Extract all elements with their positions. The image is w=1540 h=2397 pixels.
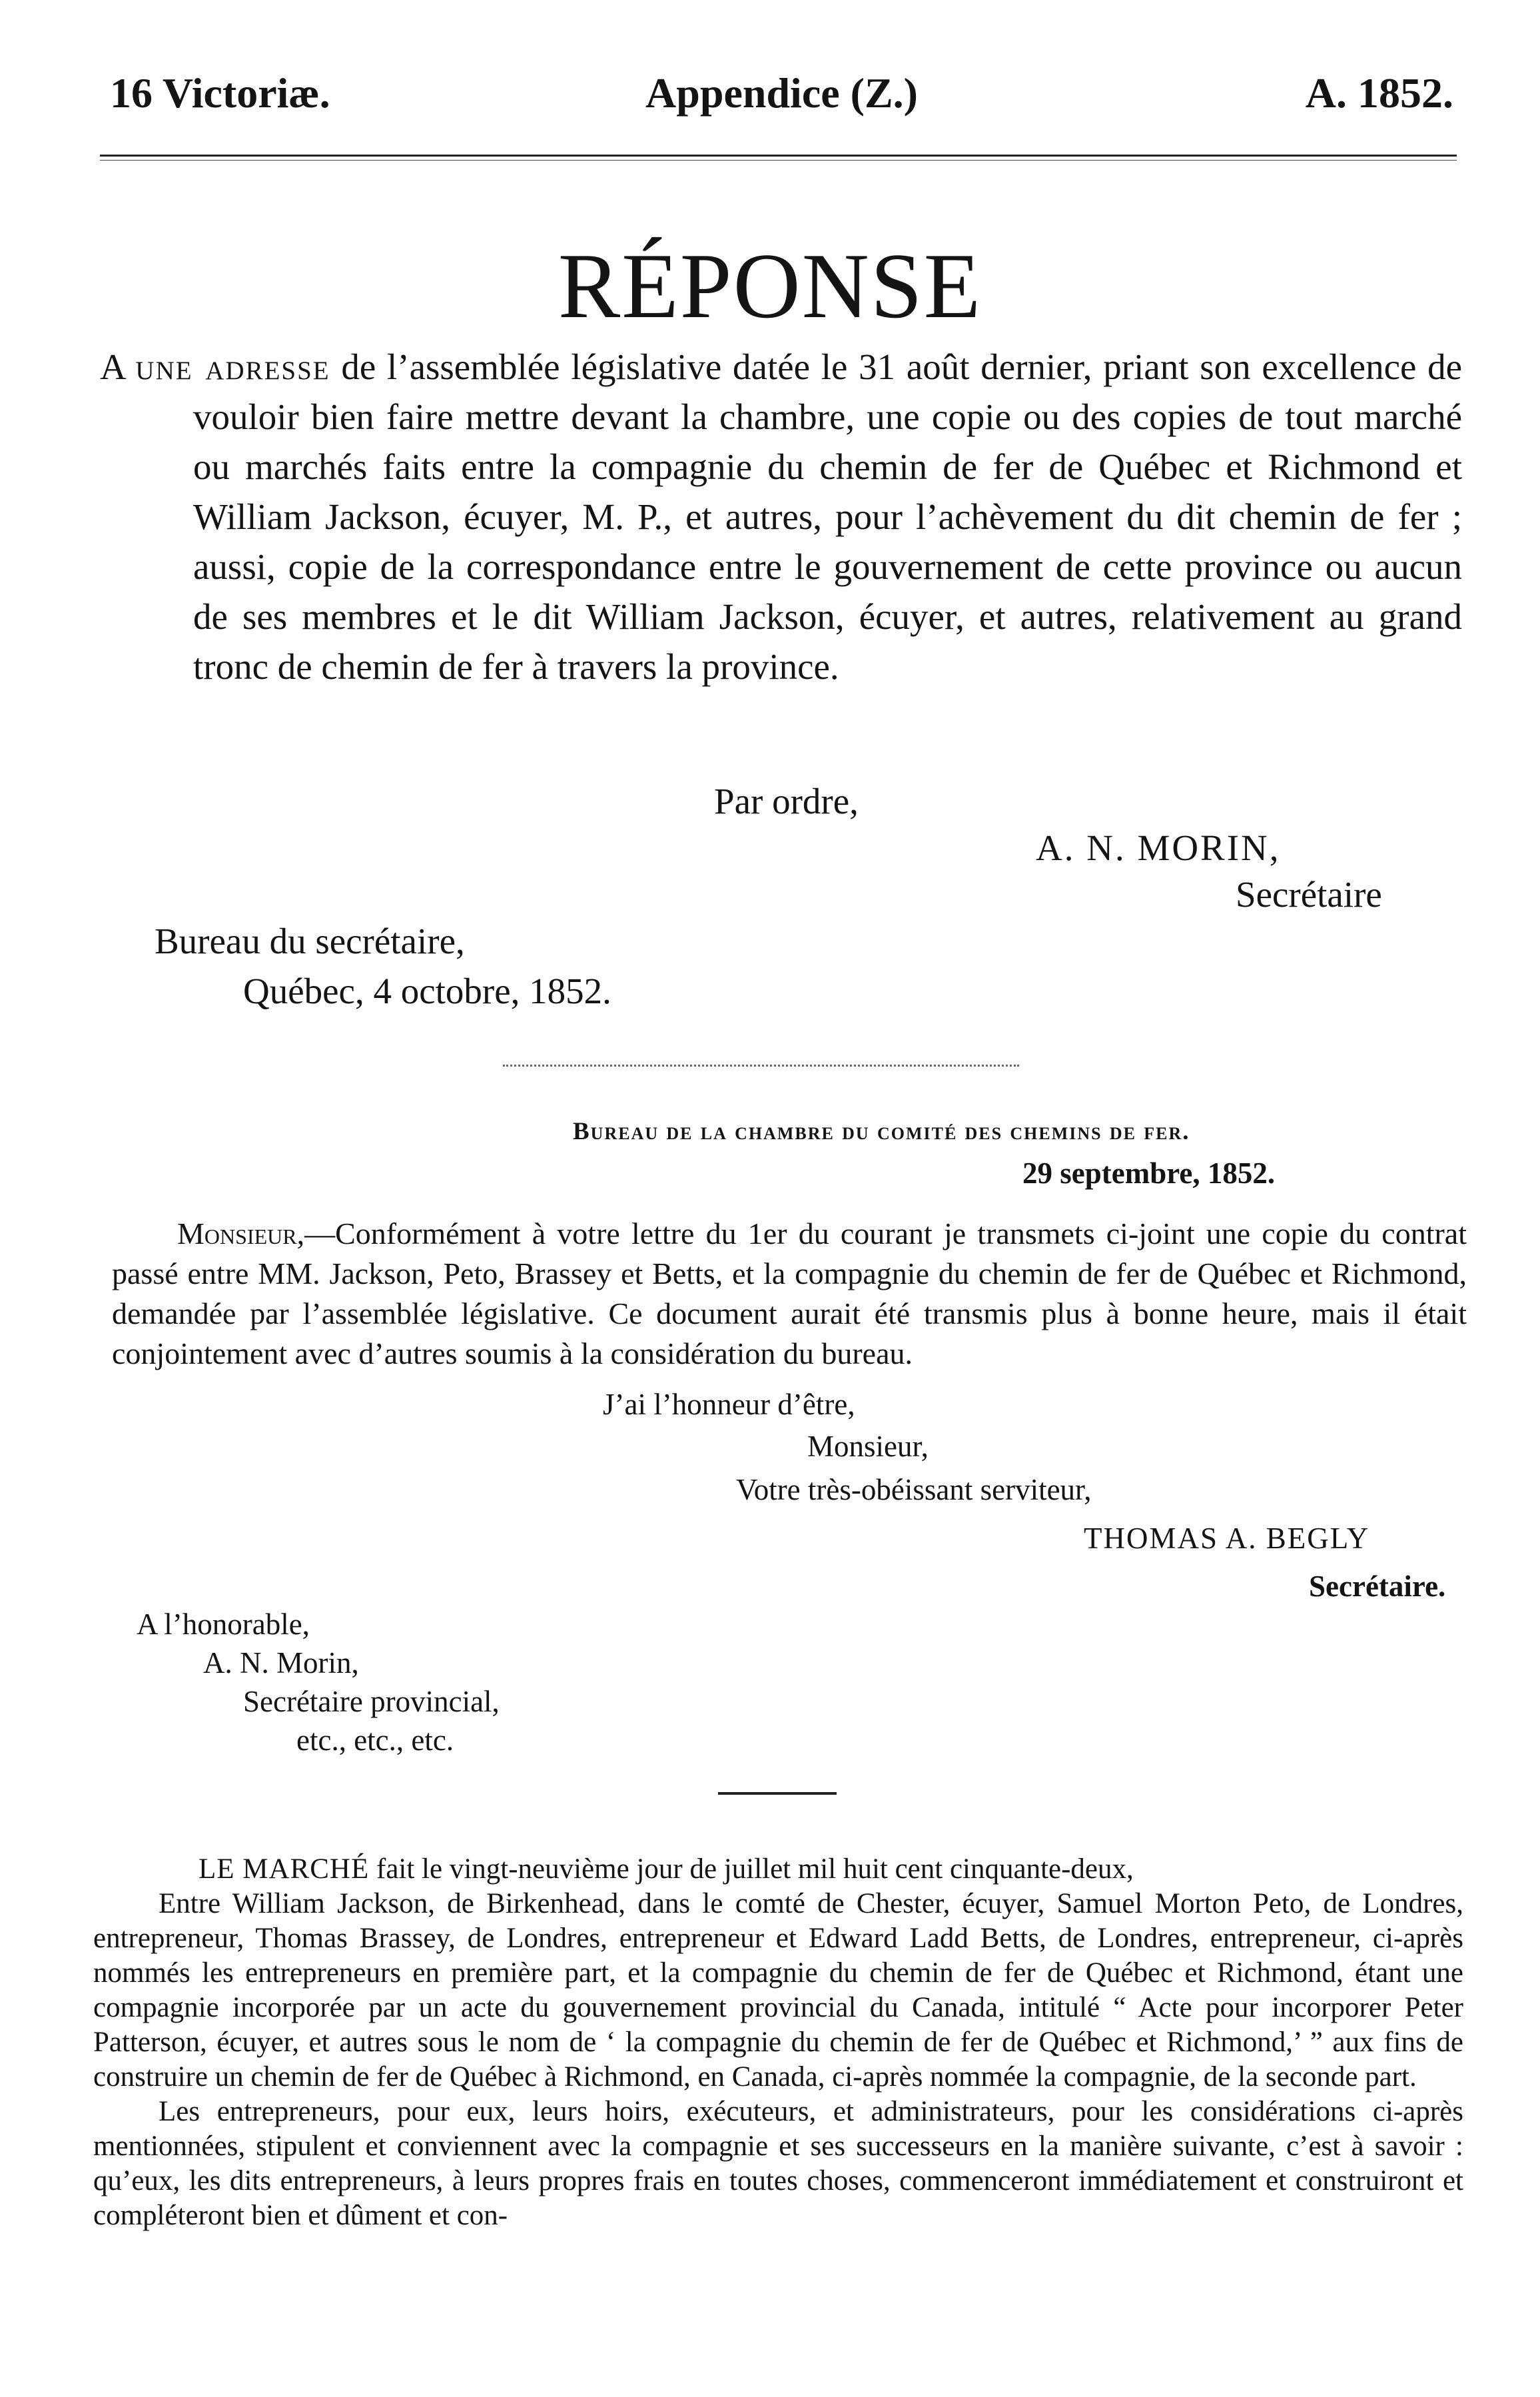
reponse-lead: A (100, 346, 125, 387)
reponse-body (100, 342, 1463, 692)
addressee-line-3: Secrétaire provincial, (243, 1685, 500, 1718)
contract-paragraph-3: Les entrepreneurs, pour eux, leurs hoirs, exécuteurs, et administrateurs, pour les considérations ci-après mentionnées, stipulent et conviennent avec la compagnie et ses successeurs en la manière suivante, c’est à savoir : qu’eux, les dits entrepreneurs, à leurs propres frais en toutes choses, commenceront immédiatement et construiront et compléteront bien et dûment et con- (93, 2096, 1463, 2231)
bureau-line: Bureau du secrétaire, (155, 921, 465, 961)
header-rule (100, 155, 1457, 161)
signer-title: Secrétaire (1236, 874, 1382, 915)
contract-paragraph-2: Entre William Jackson, de Birkenhead, dans le comté de Chester, écuyer, Samuel Morton Peto, de Londres, entrepreneur, Thomas Brassey, de Londres, entrepreneur et Edward Ladd Betts, de Londres, entrepreneur, ci-après nommés les entrepreneurs en première part, et la compagnie du chemin de fer de Québec et Richmond, étant une compagnie incorporée par un acte du gouvernement provincial du Canada, intitulé “ Acte pour incorporer Peter Patterson, écuyer, et autres sous le nom de ‘ la compagnie du chemin de fer de Québec et Richmond,’ ” aux fins de construire un chemin de fer de Québec à Richmond, en Canada, ci-après nommée la compagnie, de la seconde part. (93, 1888, 1463, 2093)
letter-closing-1: J’ai l’honneur d’être, (603, 1388, 855, 1421)
letter-signature-name: THOMAS A. BEGLY (1084, 1522, 1370, 1555)
dotted-separator (503, 1065, 1019, 1067)
addressee-line-2: A. N. Morin, (203, 1646, 359, 1679)
contract-p1-text: fait le vingt-neuvième jour de juillet mil huit cent cinquante-deux, (376, 1853, 1134, 1885)
reponse-lead-smallcaps: une adresse (135, 346, 330, 387)
addressee-line-1: A l’honorable, (137, 1608, 310, 1641)
letter-heading: Bureau de la chambre du comité des chemins de fer. (573, 1118, 1190, 1145)
header-appendix: Appendice (Z.) (645, 69, 918, 117)
letter-salutation: Monsieur, (177, 1216, 305, 1250)
reponse-date: Québec, 4 octobre, 1852. (243, 971, 611, 1011)
reponse-title: RÉPONSE (558, 235, 982, 338)
addressee-line-4: etc., etc., etc. (296, 1723, 454, 1757)
letter-date: 29 septembre, 1852. (1022, 1157, 1276, 1190)
letter-body (112, 1214, 1467, 1374)
header-session: 16 Victoriæ. (110, 69, 330, 117)
header-year: A. 1852. (1305, 69, 1453, 117)
reponse-text: de l’assemblée législative datée le 31 août dernier, priant son excellence de vouloir bien faire mettre devant la chambre, une copie ou des copies de tout marché ou marchés faits entre la compagnie du chemin de fer de Québec et Richmond et William Jackson, écuyer, M. P., et autres, pour l’achèvement du dit chemin de fer ; aussi, copie de la correspondance entre le gouvernement de cette province ou aucun de ses membres et le dit William Jackson, écuyer, et autres, relativement au grand tronc de chemin de fer à travers la province. (193, 346, 1463, 687)
par-ordre: Par ordre, (714, 781, 859, 821)
contract-caps: LE MARCHÉ (198, 1853, 370, 1885)
running-header (110, 67, 1453, 120)
signer-name: A. N. MORIN, (1036, 827, 1281, 868)
letter-signature-title: Secrétaire. (1309, 1570, 1446, 1603)
section-rule (718, 1792, 837, 1795)
letter-closing-3: Votre très-obéissant serviteur, (736, 1473, 1092, 1506)
letter-closing-2: Monsieur, (807, 1430, 929, 1463)
contract-paragraph-1 (93, 1852, 1463, 1887)
letter-text: —Conformément à votre lettre du 1er du courant je transmets ci-joint une copie du contrat passé entre MM. Jackson, Peto, Brassey et Betts, et la compagnie du chemin de fer de Québec et Richmond, demandée par l’assemblée législative. Ce document aurait été transmis plus à bonne heure, mais il était conjointement avec d’autres soumis à la considération du bureau. (112, 1216, 1467, 1370)
contract-text (93, 1852, 1463, 2233)
